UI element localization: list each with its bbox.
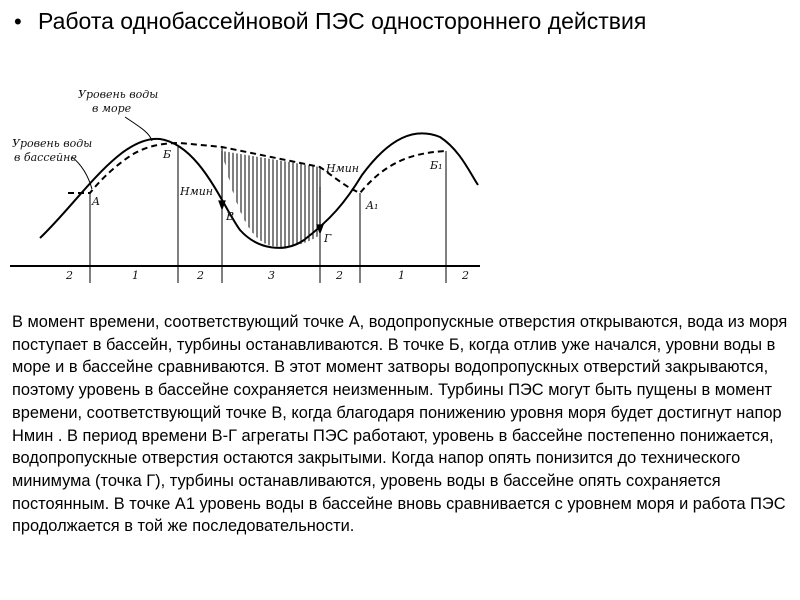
generation-hatched-area: [222, 151, 320, 247]
phase-label: 1: [398, 269, 405, 282]
phase-label: 2: [336, 269, 343, 282]
phase-label: 2: [66, 269, 73, 282]
phase-label: 2: [462, 269, 469, 282]
basin-level-label-line1: Уровень воды: [12, 137, 93, 150]
point-g-label: Г: [324, 232, 332, 245]
sea-level-label-line1: Уровень воды: [78, 88, 159, 101]
phase-label: 1: [132, 269, 139, 282]
slide-title: [14, 6, 794, 37]
h-min-label-1: Hмин: [180, 185, 214, 198]
point-a-label: A: [92, 195, 100, 208]
label-leaders: [72, 117, 152, 189]
title-text: Работа однобассейновой ПЭС одностороннего действия: [38, 8, 647, 34]
phase-label: 3: [268, 269, 275, 282]
bullet: •: [14, 9, 22, 34]
phase-label: 2: [197, 269, 204, 282]
point-b1-label: Б₁: [430, 159, 443, 172]
tidal-plant-diagram: [0, 55, 800, 290]
description-paragraph: В момент времени, соответствующий точке А, водопропускные отверстия открываются, вода из моря поступает в бассейн, турбины останавливаются. В точке Б, когда отлив уже начался, уровни воды в море и в бассейне сравниваются. В этот момент затворы водопропускных отверстий закрываются, поэтому уровень в бассейне сохраняется неизменным. Турбины ПЭС могут быть пущены в момент времени, соответствующий точке В, когда благодаря понижению уровня моря будет достигнут напор Нмин . В период времени В-Г агрегаты ПЭС работают, уровень в бассейне постепенно понижается, водопропускные отверстия остаются закрытыми. Когда напор опять понизится до технического минимума (точка Г), турбины останавливаются, уровень воды в бассейне опять сохраняется постоянным. В точке А1 уровень воды в бассейне вновь сравнивается с уровнем моря и работа ПЭС продолжается в той же последовательности.: [12, 313, 788, 536]
sea-level-label-line2: в море: [92, 102, 132, 115]
point-v-label: В: [226, 210, 235, 223]
point-b-label: Б: [163, 148, 172, 161]
point-a1-label: A₁: [366, 199, 379, 212]
basin-level-label-line2: в бассейне: [14, 151, 77, 164]
h-min-label-2: Hмин: [326, 162, 360, 175]
